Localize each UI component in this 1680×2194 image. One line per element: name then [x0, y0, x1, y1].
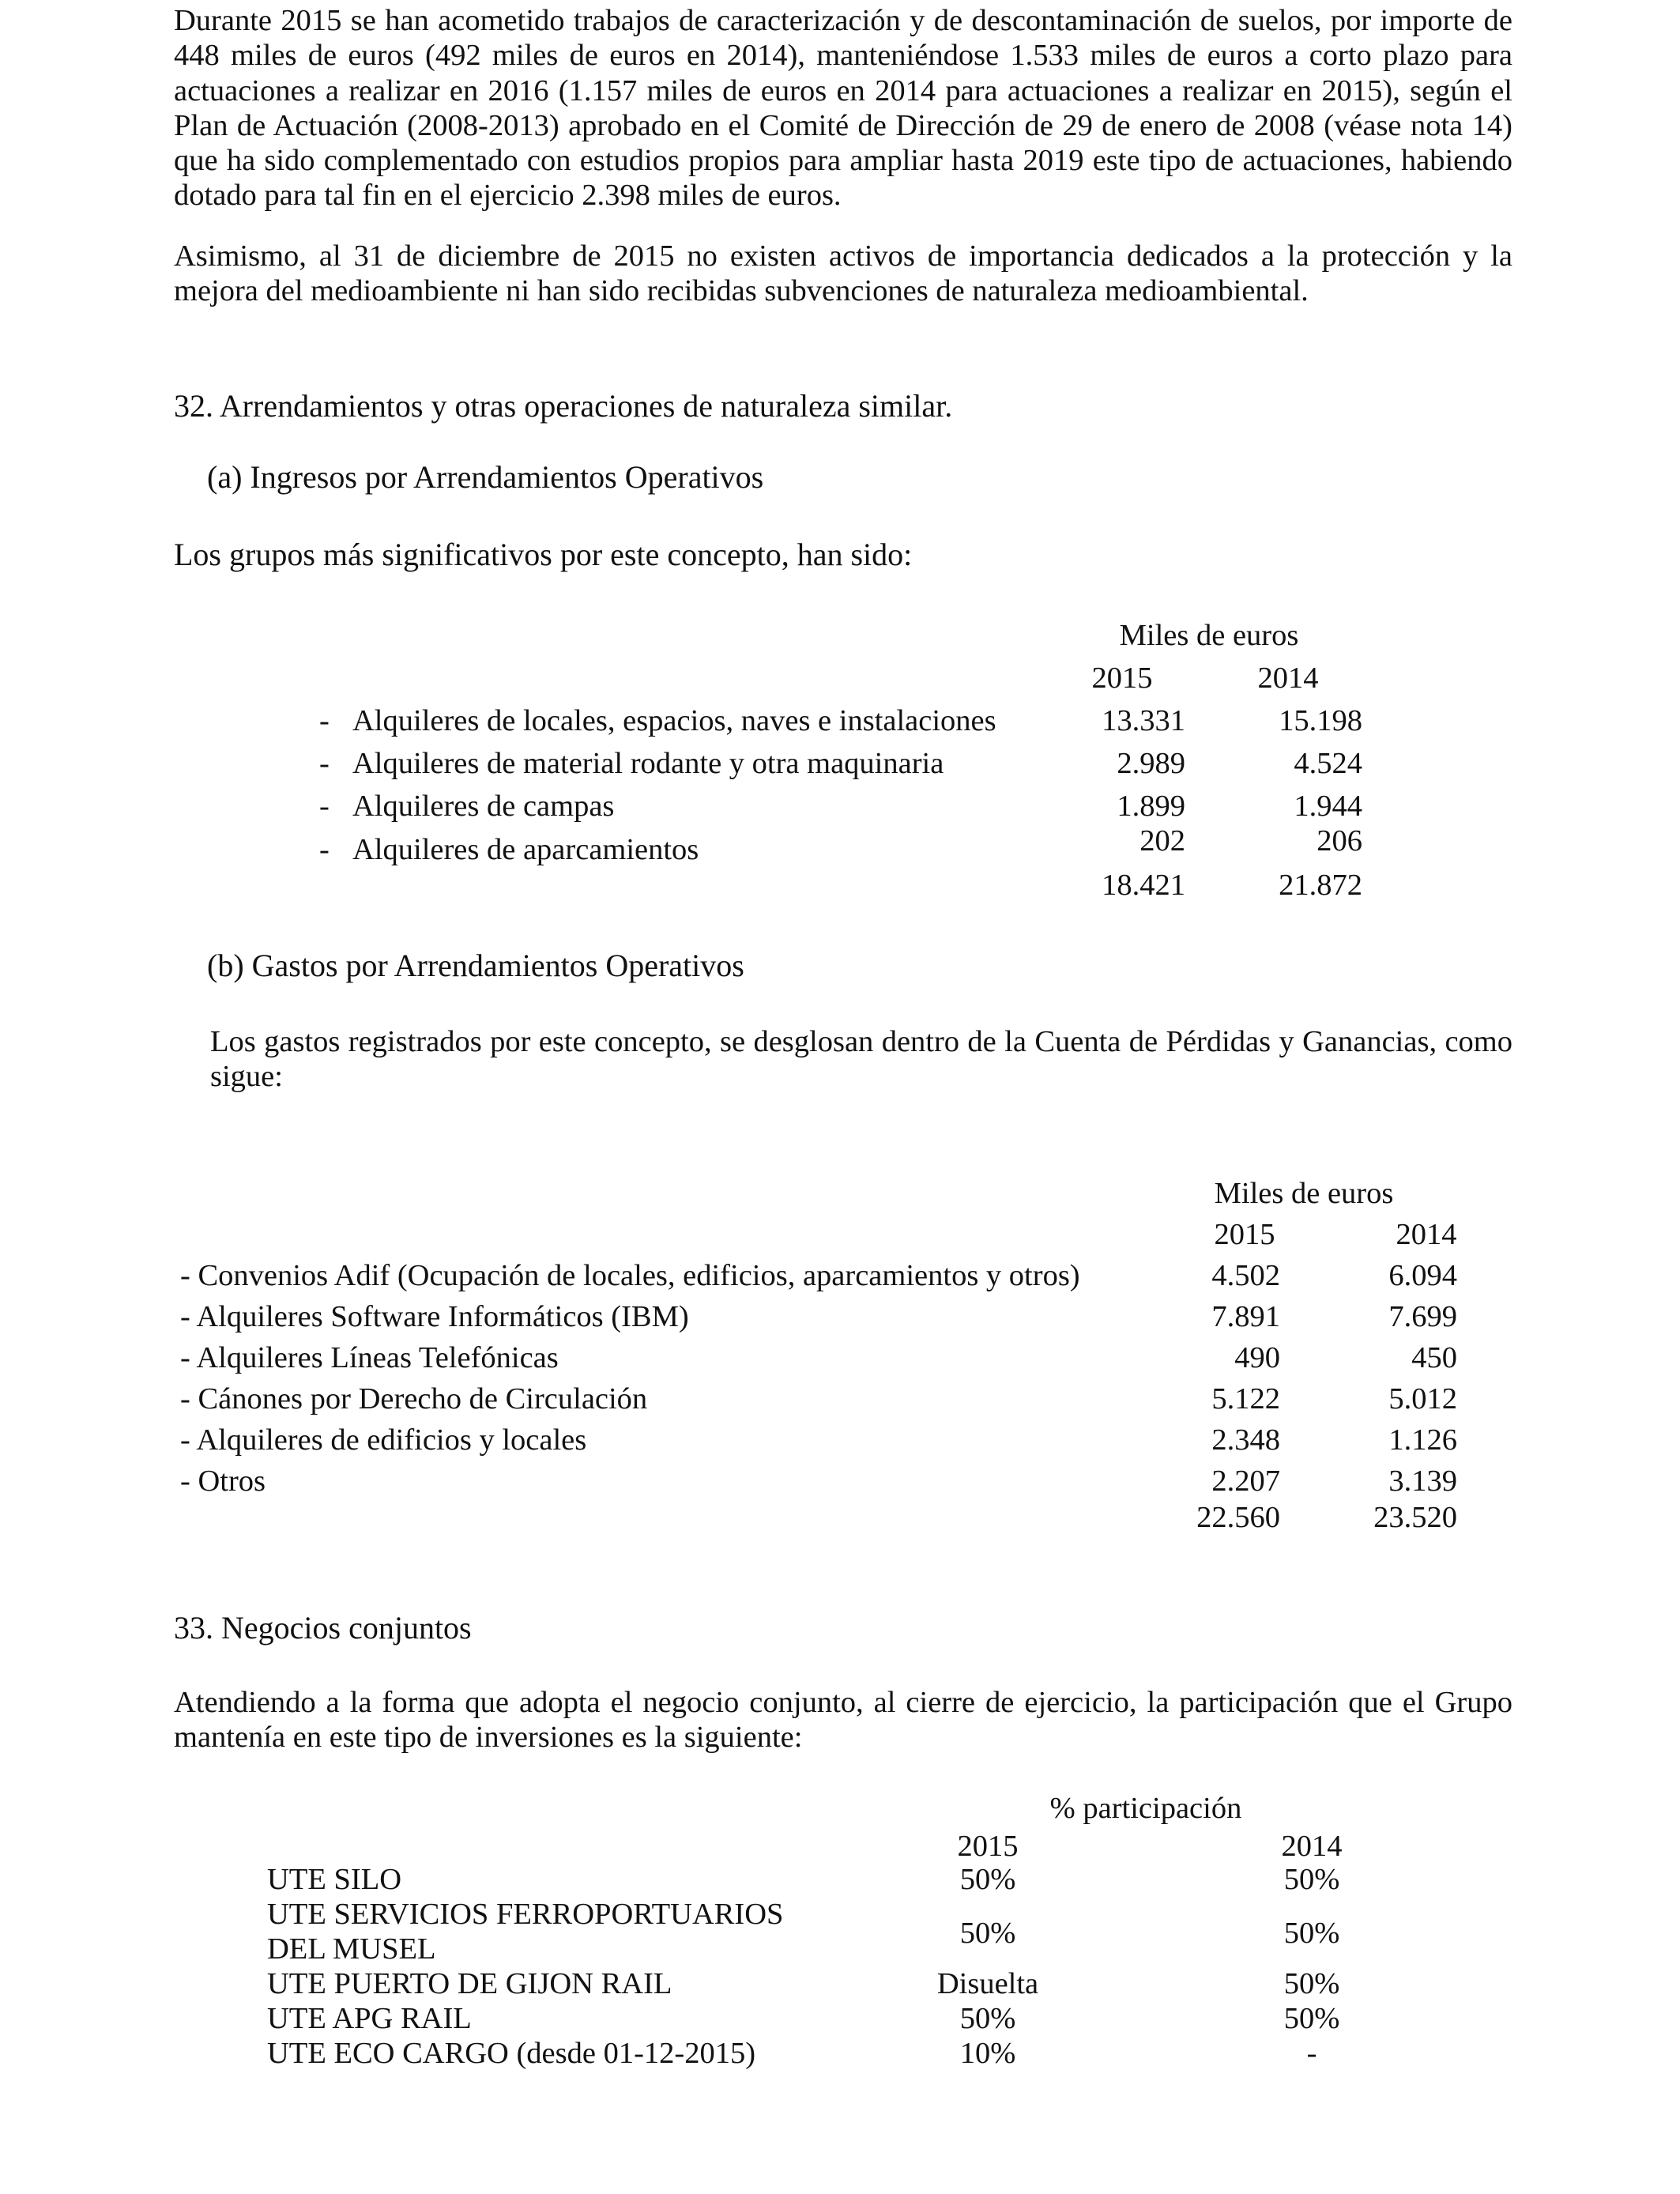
row-label: - Alquileres Software Informáticos (IBM): [180, 1300, 689, 1333]
row-label: Alquileres de campas: [352, 790, 615, 823]
row-value-2015: 2.207: [1211, 1465, 1280, 1498]
total-2015: 18.421: [1102, 869, 1185, 902]
section-32b-heading: (b) Gastos por Arrendamientos Operativos: [207, 948, 744, 983]
expense-table-col-2015: 2015: [1214, 1218, 1275, 1251]
row-dash: -: [319, 833, 330, 866]
row-value-2014: 5.012: [1388, 1382, 1457, 1416]
row-value-2015: 2.348: [1211, 1423, 1280, 1457]
row-dash: -: [319, 790, 330, 823]
section-33-intro: Atendiendo a la forma que adopta el negocio conjunto, al cierre de ejercicio, la participación que el Grupo mantenía en este tipo de inversiones es la siguiente:: [174, 1686, 1512, 1755]
row-value-2015: 7.891: [1211, 1300, 1280, 1333]
row-label: - Alquileres Líneas Telefónicas: [180, 1341, 559, 1374]
row-value-2015: 1.899: [1117, 790, 1185, 823]
row-value-2015: 50%: [959, 2002, 1016, 2035]
row-value-2014: 1.944: [1294, 790, 1362, 823]
jv-table-col-2014: 2014: [1281, 1830, 1343, 1863]
income-table-col-2015: 2015: [1091, 662, 1153, 695]
intro-paragraph-2: Asimismo, al 31 de diciembre de 2015 no existen activos de importancia dedicados a la protección y la mejora del medioambiente ni han sido recibidas subvenciones de naturaleza medioambiental.: [174, 239, 1512, 308]
total-2014: 21.872: [1279, 869, 1362, 902]
row-value-2015: 13.331: [1102, 704, 1185, 737]
jv-table-unit: % participación: [1049, 1792, 1242, 1825]
row-value-2014: -: [1306, 2037, 1317, 2070]
row-value-2015: 490: [1234, 1341, 1280, 1374]
row-label: Alquileres de locales, espacios, naves e instalaciones: [352, 704, 996, 737]
row-value-2014: 6.094: [1388, 1259, 1457, 1292]
row-value-2014: 206: [1317, 824, 1362, 858]
total-2015: 22.560: [1196, 1501, 1280, 1534]
total-2014: 23.520: [1373, 1501, 1457, 1534]
expense-table-unit: Miles de euros: [1214, 1177, 1394, 1210]
section-32a-heading: (a) Ingresos por Arrendamientos Operativos: [207, 459, 764, 495]
row-value-2015: 10%: [959, 2037, 1016, 2070]
row-dash: -: [319, 747, 330, 780]
intro-paragraph-1: Durante 2015 se han acometido trabajos de caracterización y de descontaminación de suelos, por importe de 448 miles de euros (492 miles de euros en 2014), manteniéndose 1.533 miles de euros a corto plazo para actuaciones a realizar en 2016 (1.157 miles de euros en 2014 para actuaciones a realizar en 2015), según el Plan de Actuación (2008-2013) aprobado en el Comité de Dirección de 29 de enero de 2008 (véase nota 14) que ha sido complementado con estudios propios para ampliar hasta 2019 este tipo de actuaciones, habiendo dotado para tal fin en el ejercicio 2.398 miles de euros.: [174, 4, 1512, 213]
row-value-2015: 202: [1139, 824, 1185, 858]
row-value-2015: Disuelta: [936, 1967, 1039, 2000]
row-value-2014: 50%: [1283, 1917, 1340, 1950]
row-value-2015: 4.502: [1211, 1259, 1280, 1292]
row-label: - Convenios Adif (Ocupación de locales, edificios, aparcamientos y otros): [180, 1259, 1080, 1292]
income-table-unit: Miles de euros: [1119, 619, 1299, 652]
section-32-title: 32. Arrendamientos y otras operaciones de naturaleza similar.: [174, 388, 953, 424]
row-value-2014: 4.524: [1294, 747, 1362, 780]
row-value-2015: 50%: [959, 1917, 1016, 1950]
row-value-2014: 7.699: [1388, 1300, 1457, 1333]
jv-table-col-2015: 2015: [957, 1830, 1019, 1863]
row-value-2014: 50%: [1283, 2002, 1340, 2035]
row-label-line-2: DEL MUSEL: [267, 1932, 436, 1966]
section-32a-intro: Los grupos más significativos por este concepto, han sido:: [174, 537, 913, 572]
row-label: Alquileres de aparcamientos: [352, 833, 699, 866]
section-33-title: 33. Negocios conjuntos: [174, 1610, 472, 1646]
row-value-2014: 15.198: [1279, 704, 1362, 737]
row-label: - Otros: [180, 1465, 266, 1498]
expense-table-col-2014: 2014: [1396, 1218, 1457, 1251]
row-value-2014: 1.126: [1388, 1423, 1457, 1457]
row-value-2015: 5.122: [1211, 1382, 1280, 1416]
row-label: UTE ECO CARGO (desde 01-12-2015): [267, 2037, 756, 2070]
row-value-2014: 3.139: [1388, 1465, 1457, 1498]
row-label: UTE SILO: [267, 1863, 402, 1896]
row-label: - Cánones por Derecho de Circulación: [180, 1382, 648, 1416]
row-dash: -: [319, 704, 330, 737]
row-label: - Alquileres de edificios y locales: [180, 1423, 587, 1457]
row-value-2014: 50%: [1283, 1863, 1340, 1896]
row-label-line-1: UTE SERVICIOS FERROPORTUARIOS: [267, 1898, 784, 1931]
row-value-2015: 2.989: [1117, 747, 1185, 780]
row-label: Alquileres de material rodante y otra maquinaria: [352, 747, 944, 780]
row-label: UTE PUERTO DE GIJON RAIL: [267, 1967, 672, 2000]
section-32b-intro: Los gastos registrados por este concepto, se desglosan dentro de la Cuenta de Pérdidas y Ganancias, como sigue:: [210, 1025, 1512, 1094]
row-label: UTE APG RAIL: [267, 2002, 472, 2035]
row-value-2014: 50%: [1283, 1967, 1340, 2000]
row-value-2014: 450: [1411, 1341, 1457, 1374]
row-value-2015: 50%: [959, 1863, 1016, 1896]
income-table-col-2014: 2014: [1257, 662, 1319, 695]
